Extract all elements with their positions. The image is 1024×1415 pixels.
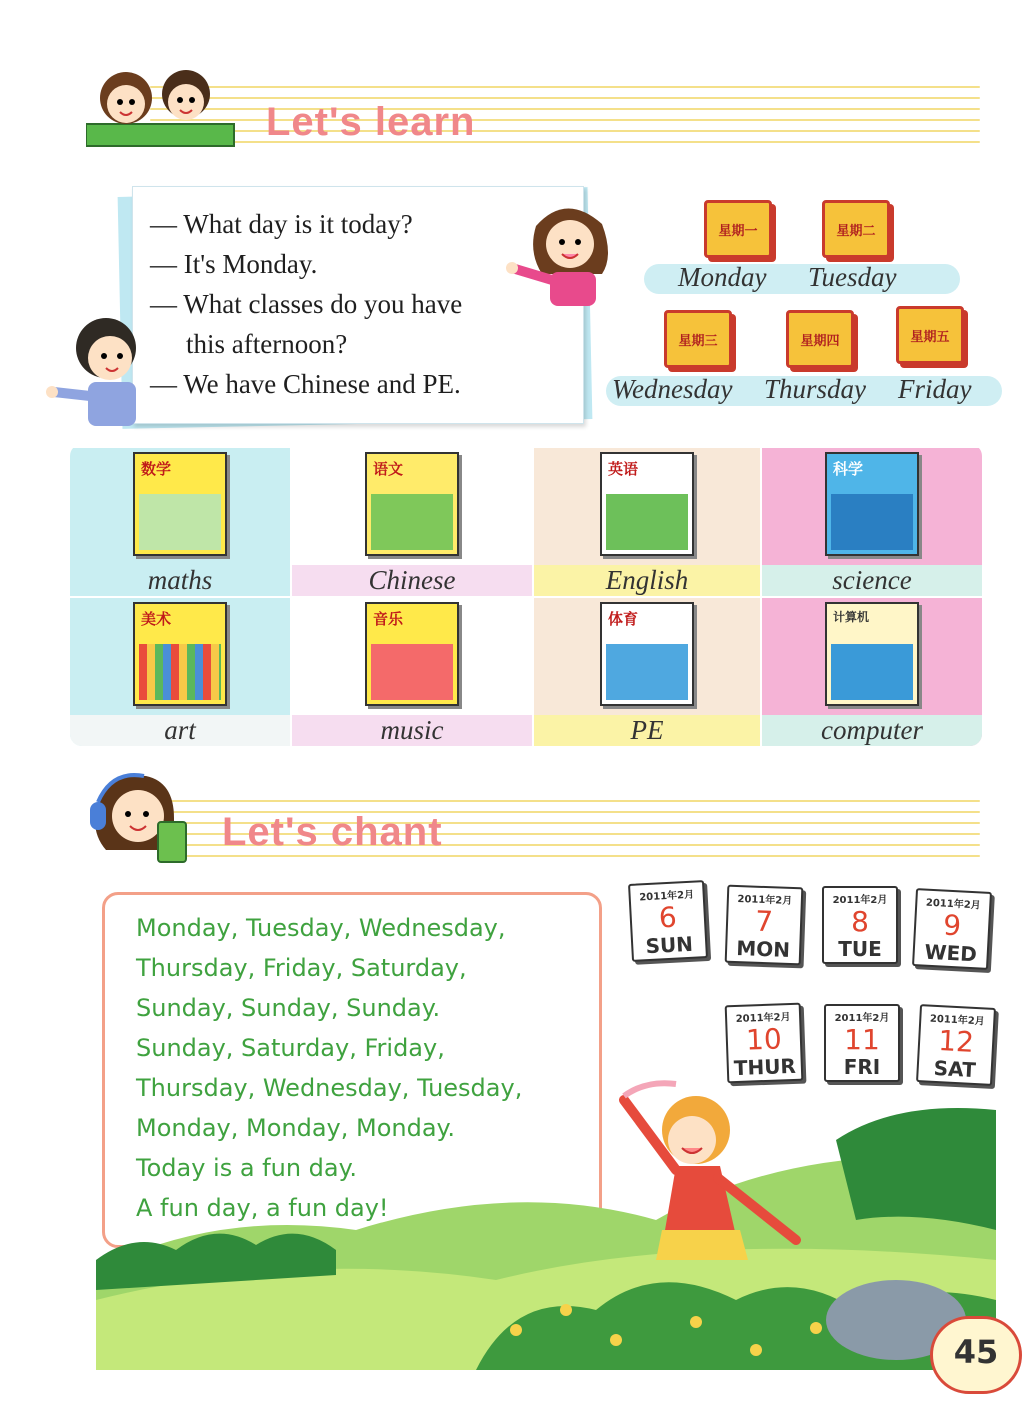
calendar-date: 9 — [942, 908, 962, 943]
subject-cell-pe — [534, 598, 760, 746]
calendar-weekday: MON — [735, 936, 791, 962]
science-book-icon — [825, 452, 919, 556]
day-label-monday: Monday — [678, 262, 767, 292]
book-label: 音乐 — [373, 610, 404, 628]
calendar-page-mon — [725, 885, 804, 966]
dialogue-line: — What day is it today? — [150, 209, 413, 239]
calendar-page-wed — [912, 888, 992, 970]
subject-label: art — [70, 715, 290, 746]
chant-line: A fun day, a fun day! — [136, 1194, 389, 1222]
calendar-weekday: WED — [923, 939, 978, 967]
landscape-illustration — [96, 1060, 996, 1370]
learn-title: Let's learn — [266, 100, 476, 144]
subject-label: science — [762, 565, 982, 596]
calendar-date: 10 — [745, 1022, 783, 1057]
subject-cell-music — [292, 598, 532, 746]
page-number-badge — [930, 1316, 1022, 1394]
boy-illustration — [44, 312, 144, 428]
subject-label: music — [292, 715, 532, 746]
subject-cell-maths — [70, 448, 290, 596]
subject-label: English — [534, 565, 760, 596]
calendar-icon-tuesday: 星期二 — [822, 200, 890, 258]
subject-label: Chinese — [292, 565, 532, 596]
chant-line: Thursday, Wednesday, Tuesday, — [136, 1074, 523, 1102]
maths-book-icon — [133, 452, 227, 556]
calendar-date: 12 — [937, 1024, 975, 1059]
dialogue-line: — We have Chinese and PE. — [150, 369, 461, 399]
book-label: 数学 — [141, 460, 172, 478]
page-number: 45 — [953, 1333, 999, 1371]
book-label: 语文 — [373, 460, 404, 478]
subject-cell-science — [762, 448, 982, 596]
calendar-date: 8 — [851, 905, 869, 938]
calendar-page-sun — [628, 880, 708, 962]
calendar-weekday: TUE — [838, 937, 882, 961]
music-book-icon — [365, 602, 459, 706]
calendar-icon-thursday: 星期四 — [786, 310, 854, 368]
book-label: 体育 — [608, 610, 639, 628]
calendar-month: 2011年2月 — [925, 897, 981, 912]
book-label: 计算机 — [833, 610, 870, 624]
calendar-weekday: SAT — [933, 1055, 977, 1083]
chant-line: Monday, Monday, Monday. — [136, 1114, 455, 1142]
calendar-month: 2011年2月 — [832, 895, 888, 906]
subject-label: PE — [534, 715, 760, 746]
day-label-wednesday: Wednesday — [612, 374, 733, 404]
day-label-tuesday: Tuesday — [808, 262, 897, 292]
chant-line: Monday, Tuesday, Wednesday, — [136, 914, 506, 942]
pe-book-icon — [600, 602, 694, 706]
book-label: 科学 — [833, 460, 864, 478]
calendar-icon-wednesday: 星期三 — [664, 310, 732, 368]
calendar-month: 2011年2月 — [834, 1013, 890, 1024]
calendar-month: 2011年2月 — [929, 1013, 985, 1028]
calendar-icon-monday: 星期一 — [704, 200, 772, 258]
subject-label: computer — [762, 715, 982, 746]
subjects-grid — [70, 444, 982, 746]
calendar-weekday: SUN — [644, 931, 694, 959]
dialogue-line: — It's Monday. — [150, 249, 318, 279]
calendar-weekday: THUR — [733, 1053, 797, 1081]
day-label-thursday: Thursday — [764, 374, 867, 404]
calendar-date: 7 — [754, 904, 774, 939]
chinese-book-icon — [365, 452, 459, 556]
chant-line: Sunday, Sunday, Sunday. — [136, 994, 441, 1022]
girl-headphones-illustration — [82, 768, 192, 868]
art-book-icon — [133, 602, 227, 706]
dialogue-line: — What classes do you have — [150, 289, 463, 319]
day-label-friday: Friday — [898, 374, 972, 404]
computer-book-icon — [825, 602, 919, 706]
calendar-month: 2011年2月 — [639, 889, 695, 904]
chant-title: Let's chant — [222, 810, 443, 854]
subject-label: maths — [147, 565, 213, 595]
calendar-date: 11 — [844, 1023, 880, 1056]
calendar-icon-friday: 星期五 — [896, 306, 964, 364]
calendar-month: 2011年2月 — [737, 894, 793, 907]
subject-cell-english — [534, 448, 760, 596]
book-label: 美术 — [141, 610, 172, 628]
calendar-date: 6 — [658, 900, 678, 935]
kids-reading-illustration — [86, 66, 236, 152]
calendar-weekday: FRI — [843, 1055, 881, 1079]
girl-illustration — [506, 196, 624, 308]
chant-line: Sunday, Saturday, Friday, — [136, 1034, 445, 1062]
book-label: 英语 — [608, 460, 639, 478]
calendar-page-tue — [822, 886, 898, 964]
chant-line: Today is a fun day. — [136, 1154, 358, 1182]
english-book-icon — [600, 452, 694, 556]
calendar-month: 2011年2月 — [735, 1012, 791, 1025]
dialogue-line: this afternoon? — [186, 329, 348, 359]
chant-line: Thursday, Friday, Saturday, — [136, 954, 467, 982]
subject-cell-computer — [762, 598, 982, 746]
subject-cell-chinese — [292, 448, 532, 596]
subject-cell-art — [70, 598, 290, 746]
